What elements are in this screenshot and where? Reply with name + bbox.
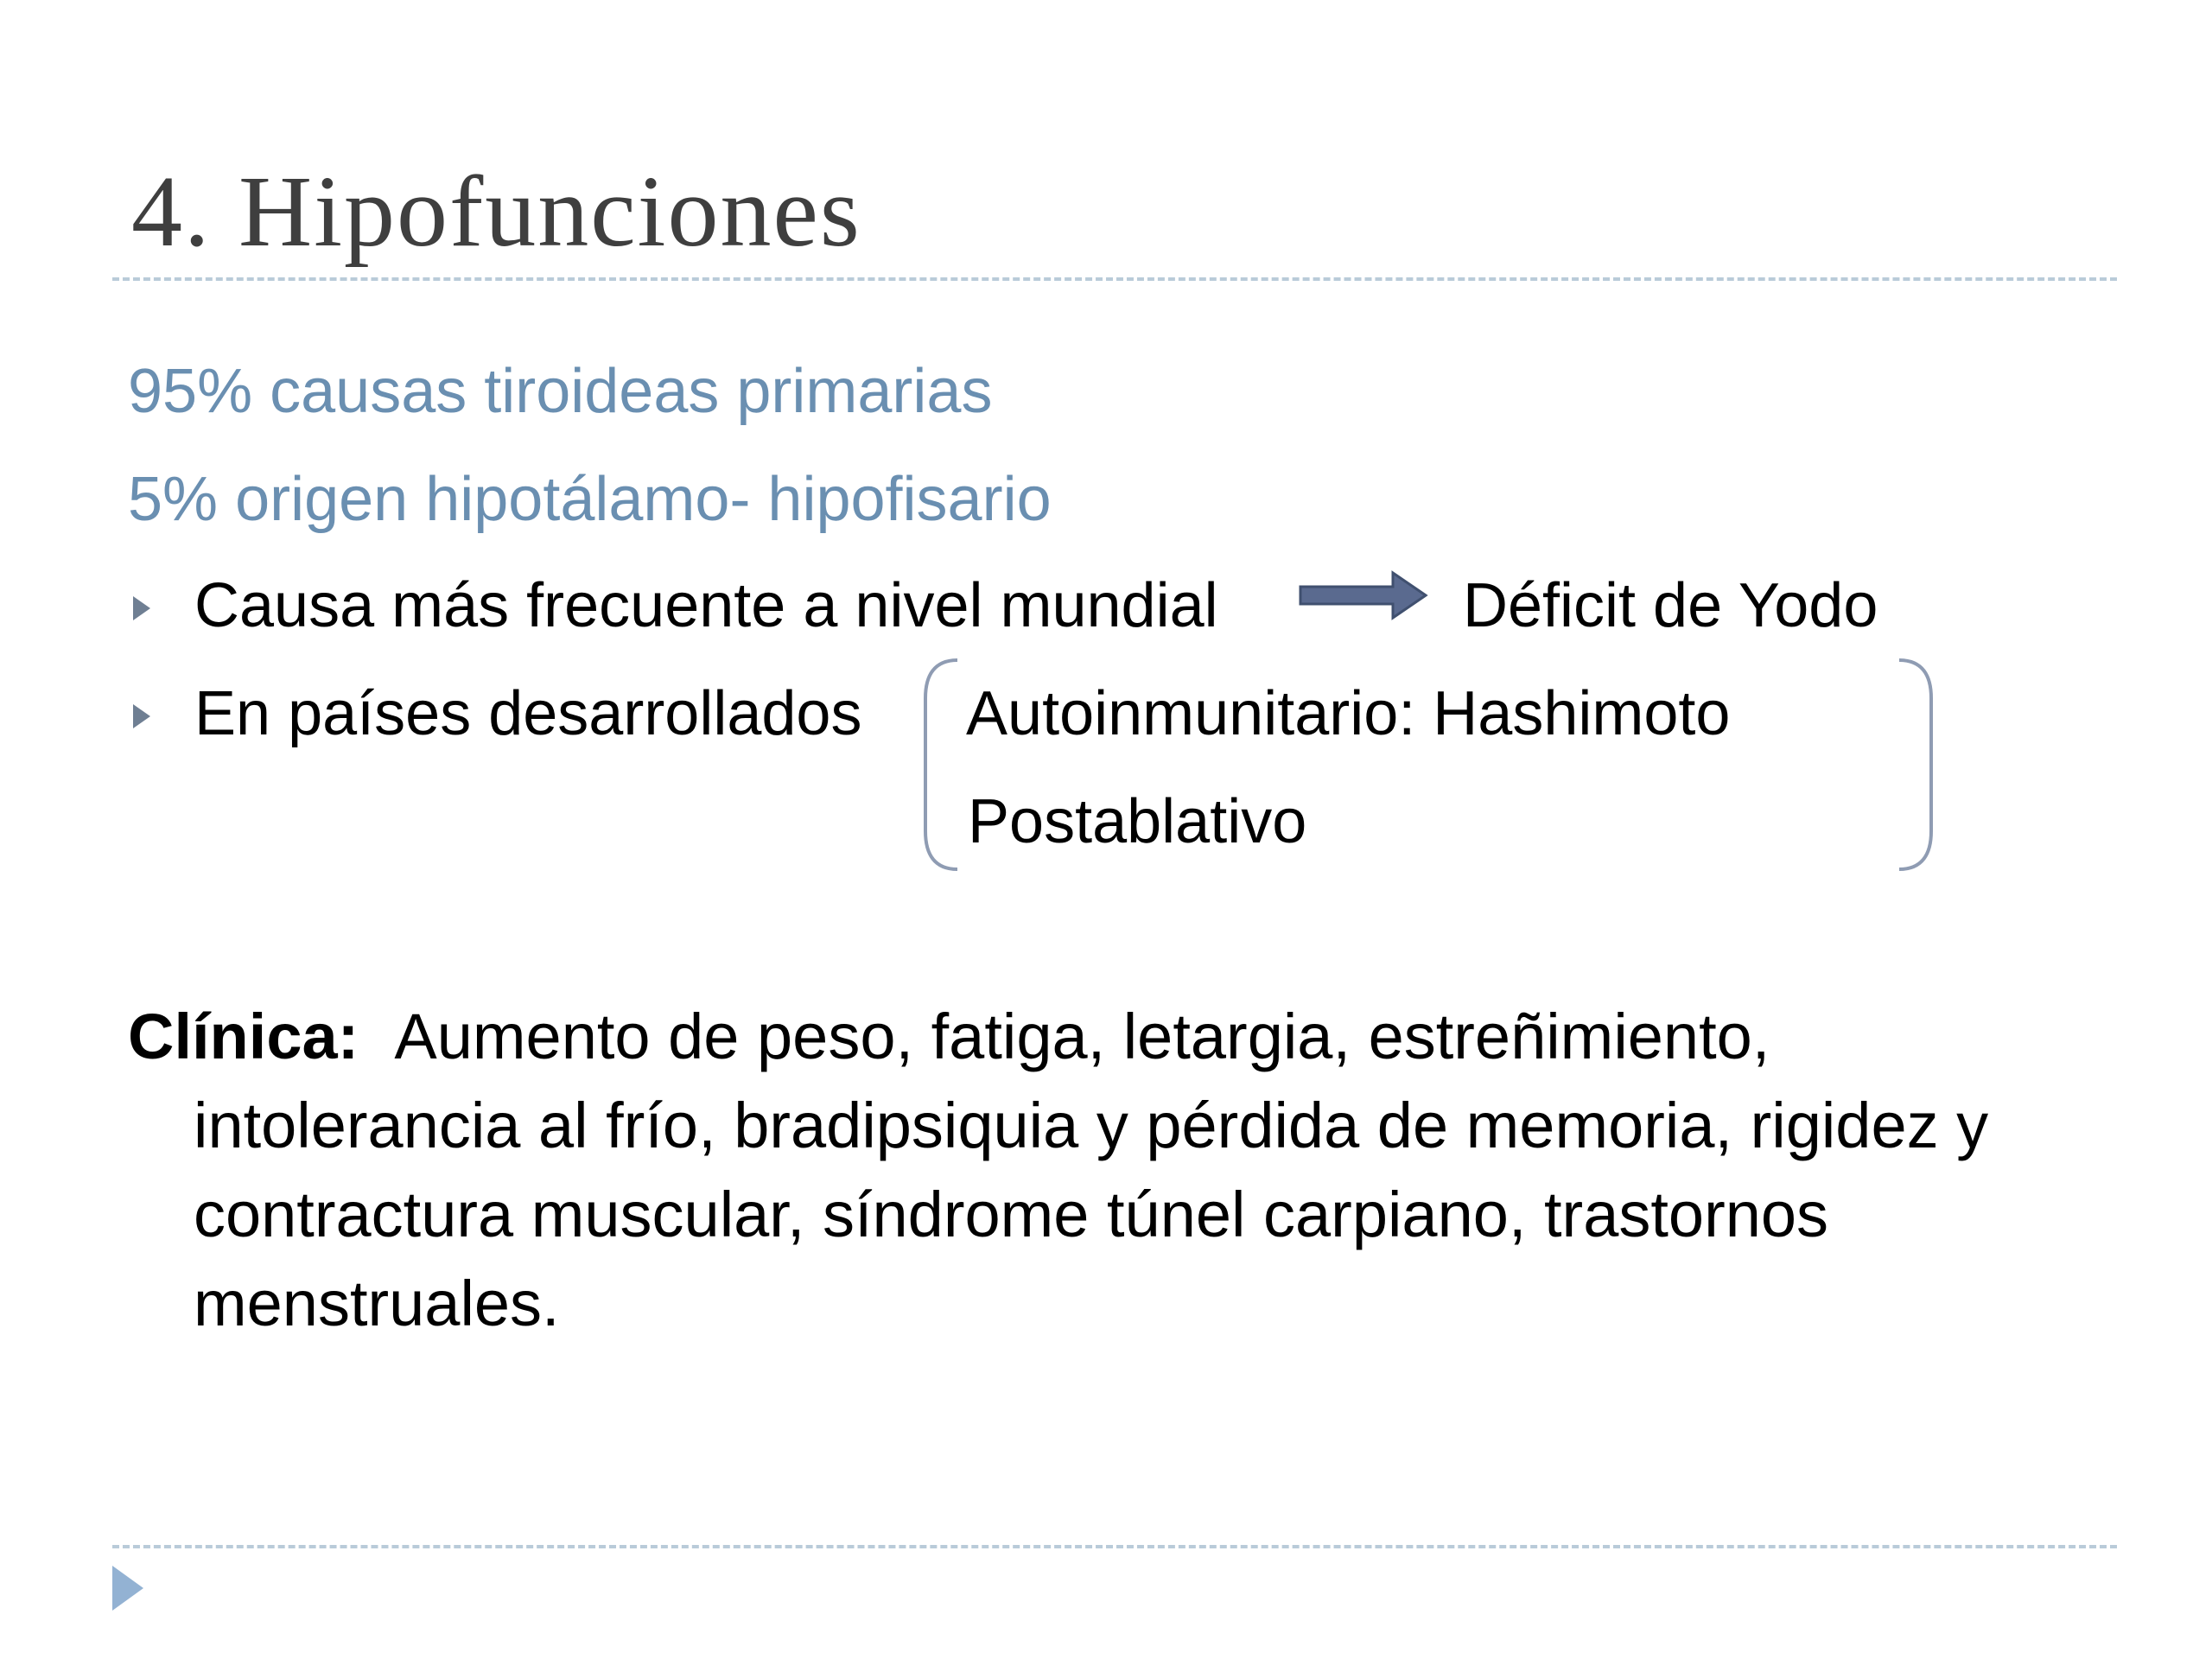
bullet-developed-countries: En países desarrollados (194, 679, 862, 748)
triangle-bullet-icon (133, 704, 150, 728)
triangle-bullet-icon (133, 596, 150, 620)
cause-postablativo: Postablativo (968, 787, 1307, 856)
slide-title: 4. Hipofunciones (131, 155, 861, 268)
clinica-section (128, 992, 2107, 1348)
title-divider (112, 277, 2117, 281)
cause-hashimoto: Autoinmunitario: Hashimoto (966, 679, 1731, 748)
stat-hypothalamic-origin: 5% origen hipotálamo- hipofisario (128, 465, 1052, 534)
triangle-nav-icon (112, 1566, 143, 1611)
footer-divider (112, 1545, 2117, 1548)
clinica-text: Aumento de peso, fatiga, letargia, estreñimiento, intolerancia al frío, bradipsiquia y pérdida de memoria, rigidez y contractura muscular, síndrome túnel carpiano, trastornos menstruales. (194, 1001, 1989, 1339)
clinica-paragraph (128, 992, 2107, 1348)
deficit-yodo-text: Déficit de Yodo (1463, 571, 1878, 640)
clinica-label: Clínica: (128, 1001, 359, 1072)
right-arrow-icon (1300, 573, 1426, 618)
stat-primary-causes: 95% causas tiroideas primarias (128, 357, 993, 426)
bullet-worldwide-cause: Causa más frecuente a nivel mundial (194, 571, 1218, 640)
